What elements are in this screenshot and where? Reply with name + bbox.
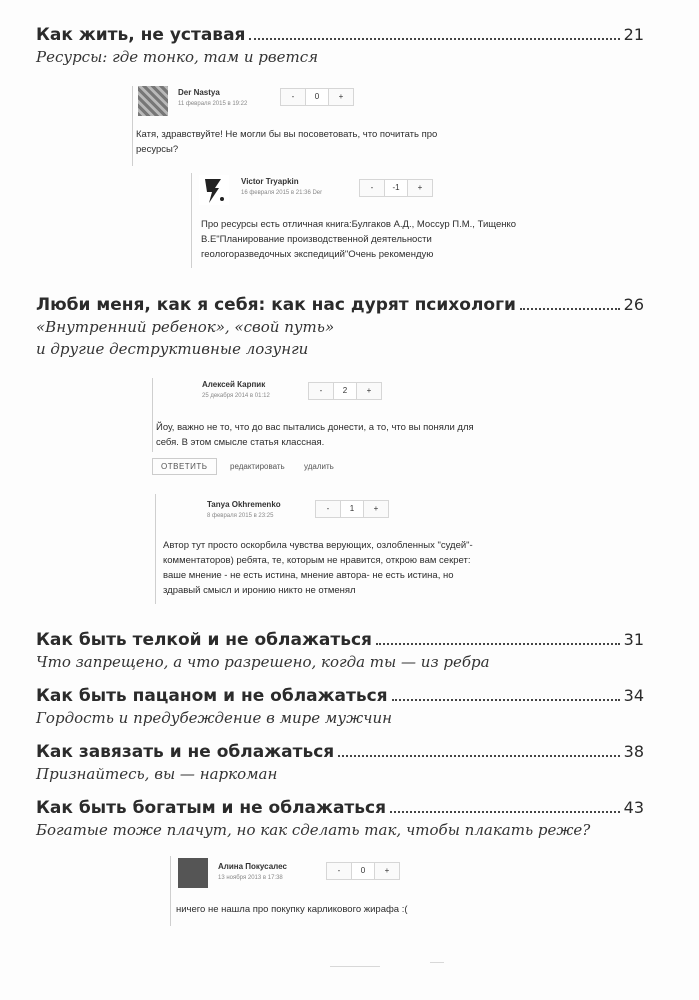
- toc-entry: [36, 685, 644, 729]
- toc-entry: [36, 797, 644, 841]
- reply-button[interactable]: ОТВЕТИТЬ: [152, 458, 217, 475]
- toc-subtitle: Ресурсы: где тонко, там и рвется: [36, 48, 319, 66]
- comment-text: [136, 127, 526, 157]
- vote-score: -1: [384, 180, 408, 196]
- toc-subtitle: и другие деструктивные лозунги: [36, 340, 309, 358]
- toc-entry: [36, 294, 644, 360]
- downvote-button[interactable]: -: [370, 183, 374, 192]
- toc-entry: [36, 741, 644, 785]
- downvote-button[interactable]: -: [319, 386, 323, 395]
- comment-author: Tanya Okhremenko: [207, 500, 281, 509]
- comment: [152, 378, 552, 474]
- comment-reply: [155, 494, 565, 604]
- comment-text-line: ресурсы?: [136, 144, 179, 155]
- upvote-button[interactable]: +: [366, 386, 372, 395]
- toc-title: Как жить, не уставая: [36, 25, 246, 45]
- toc-title: Как быть богатым и не облажаться: [36, 798, 387, 818]
- comment-date: 16 февраля 2015 в 21:36 Der: [241, 190, 323, 196]
- comment-author: Der Nastya: [178, 88, 220, 97]
- avatar: [178, 858, 208, 888]
- toc-page-number: 43: [623, 798, 644, 817]
- toc-subtitle: Признайтесь, вы — наркоман: [36, 765, 278, 783]
- vote-widget: [359, 179, 433, 197]
- vote-score: 0: [351, 863, 375, 879]
- toc-subtitle: Что запрещено, а что разрешено, когда ты — из ребра: [36, 653, 490, 671]
- comment-date: 13 ноября 2013 в 17:38: [218, 875, 283, 881]
- comment-date: 8 февраля 2015 в 23:25: [207, 513, 274, 519]
- comment-text: [156, 420, 548, 450]
- thread-line: [152, 378, 153, 452]
- toc-subtitle: Гордость и предубеждение в мире мужчин: [36, 709, 392, 727]
- comment-text-line: здравый смысл и иронию никто не отменял: [163, 585, 356, 596]
- comment-text: [163, 538, 563, 598]
- toc-title: Как завязать и не облажаться: [36, 742, 335, 762]
- toc-subtitle: «Внутренний ребенок», «свой путь»: [36, 318, 335, 336]
- comment: [132, 86, 532, 166]
- scan-smudge: [330, 966, 380, 967]
- toc-title: Как быть пацаном и не облажаться: [36, 686, 388, 706]
- toc-page-number: 21: [623, 25, 644, 44]
- comment-text: [201, 217, 601, 262]
- avatar: [199, 175, 229, 205]
- toc-leader: [390, 811, 620, 813]
- downvote-button[interactable]: -: [326, 504, 330, 513]
- scan-smudge: [430, 962, 444, 963]
- upvote-button[interactable]: +: [417, 183, 423, 192]
- delete-link[interactable]: удалить: [304, 462, 334, 471]
- toc-page-number: 31: [623, 630, 644, 649]
- toc-leader: [338, 755, 619, 757]
- toc-title: Как быть телкой и не облажаться: [36, 630, 372, 650]
- downvote-button[interactable]: -: [337, 866, 341, 875]
- vote-widget: [326, 862, 400, 880]
- toc-subtitle: Богатые тоже плачут, но как сделать так, чтобы плакать реже?: [36, 821, 591, 839]
- comment-date: 25 декабря 2014 в 01:12: [202, 393, 270, 399]
- upvote-button[interactable]: +: [384, 866, 390, 875]
- thread-line: [170, 856, 171, 926]
- comment-text-line: себя. В этом смысле статья классная.: [156, 437, 325, 448]
- comment-text: [176, 902, 486, 917]
- comment-text-line: Йоу, важно не то, что до вас пытались донести, а то, что вы поняли для: [156, 422, 474, 433]
- vote-score: 2: [333, 383, 357, 399]
- toc-leader: [392, 699, 620, 701]
- comment-text-line: Про ресурсы есть отличная книга:Булгаков А.Д., Моссур П.М., Тищенко: [201, 219, 517, 230]
- comment-text-line: В.Е"Планирование производственной деятельности: [201, 234, 432, 245]
- downvote-button[interactable]: -: [291, 92, 295, 101]
- toc-page-number: 34: [623, 686, 644, 705]
- vote-widget: [308, 382, 382, 400]
- toc-entry: [36, 24, 644, 68]
- upvote-button[interactable]: +: [373, 504, 379, 513]
- edit-link[interactable]: редактировать: [230, 462, 285, 471]
- comment-text-line: ваше мнение - не есть истина, мнение автора- не есть истина, но: [163, 570, 454, 581]
- comment-author: Алексей Карпик: [202, 380, 266, 389]
- comment-text-line: ничего не нашла про покупку карликового жирафа :(: [176, 904, 408, 915]
- vote-widget: [280, 88, 354, 106]
- lightning-logo-icon: [199, 175, 229, 205]
- toc-title: Люби меня, как я себя: как нас дурят психологи: [36, 295, 516, 315]
- toc-leader: [376, 643, 620, 645]
- toc-leader: [249, 38, 619, 40]
- comment-text-line: Автор тут просто оскорбила чувства верующих, озлобленных "судей"-: [163, 540, 473, 551]
- thread-line: [132, 86, 133, 166]
- comment-reply: [191, 173, 611, 268]
- comment-text-line: комментаторов) ребята, те, которым не нравится, открою вам секрет:: [163, 555, 471, 566]
- toc-leader: [520, 308, 620, 310]
- thread-line: [155, 494, 156, 604]
- toc-entry: [36, 629, 644, 673]
- vote-widget: [315, 500, 389, 518]
- thread-line: [191, 173, 192, 268]
- avatar: [138, 86, 168, 116]
- comment-date: 11 февраля 2015 в 19:22: [178, 101, 248, 107]
- comment-author: Victor Tryapkin: [241, 177, 299, 186]
- vote-score: 1: [340, 501, 364, 517]
- vote-score: 0: [305, 89, 329, 105]
- comment-author: Алина Покусалес: [218, 862, 287, 871]
- toc-page-number: 38: [623, 742, 644, 761]
- comment-text-line: Катя, здравствуйте! Не могли бы вы посоветовать, что почитать про: [136, 129, 438, 140]
- comment-text-line: геологоразведочных экспедиций"Очень рекомендую: [201, 249, 434, 260]
- toc-page-number: 26: [623, 295, 644, 314]
- comment: [170, 856, 490, 926]
- upvote-button[interactable]: +: [338, 92, 344, 101]
